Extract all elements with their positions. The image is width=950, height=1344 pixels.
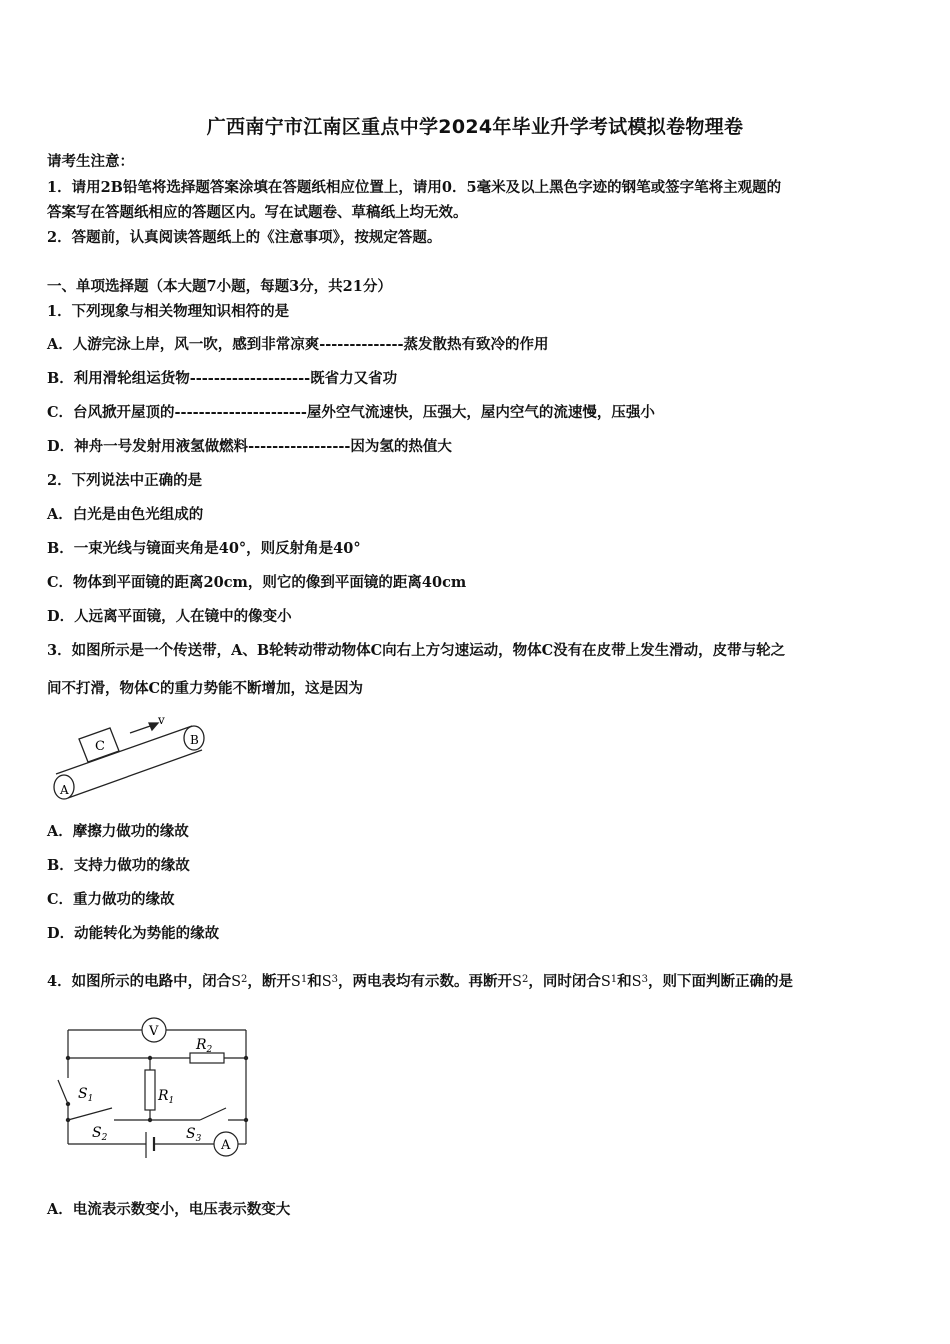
pulley-b-label: B: [190, 733, 199, 747]
q3-stem-line-2: 间不打滑，物体C的重力势能不断增加，这是因为: [47, 680, 364, 697]
conveyor-belt-figure: [44, 712, 214, 804]
junction-4: [66, 1102, 70, 1106]
block-c-label: C: [95, 739, 105, 754]
q3-option-a: A．摩擦力做功的缘故: [47, 823, 189, 840]
q4-option-a: A．电流表示数变小，电压表示数变大: [47, 1201, 291, 1218]
notice-heading: 请考生注意：: [47, 153, 134, 170]
q2-stem: 2．下列说法中正确的是: [47, 472, 203, 489]
notice-line-3: 2．答题前，认真阅读答题纸上的《注意事项》，按规定答题。: [47, 229, 442, 246]
q1-option-d: D．神舟一号发射用液氢做燃料-----------------因为氢的热值大: [47, 438, 452, 455]
junction-2: [148, 1056, 152, 1060]
notice-line-2: 答案写在答题纸相应的答题区内。写在试题卷、草稿纸上均无效。: [47, 204, 468, 221]
section-heading: 一、单项选择题（本大题7小题，每题3分，共21分）: [47, 278, 392, 295]
resistor-r1: [145, 1070, 155, 1110]
s3-label: $S_3$: [186, 1126, 202, 1144]
q3-option-c: C．重力做功的缘故: [47, 891, 175, 908]
q3-option-b: B．支持力做功的缘故: [47, 857, 190, 874]
voltmeter-label: V: [149, 1024, 159, 1039]
q1-option-c: C．台风掀开屋顶的----------------------屋外空气流速快，压强大，屋内空气的流速慢，压强小: [47, 404, 655, 421]
pulley-a-label: A: [60, 783, 69, 797]
s1-label: $S_1$: [78, 1086, 94, 1104]
q2-option-a: A．白光是由色光组成的: [47, 506, 204, 523]
junction-1: [66, 1056, 70, 1060]
belt-top-edge: [56, 726, 192, 774]
q4-stem: 4．如图所示的电路中，闭合$S^2$，断开$S^1$和$S^3$，两电表均有示数。再断开$S^2$，同时闭合$S^1$和$S^3$，则下面判断正确的是: [47, 973, 793, 990]
q3-stem-line-1: 3．如图所示是一个传送带，A、B轮转动带动物体C向右上方匀速运动，物体C没有在皮带上发生滑动，皮带与轮之: [47, 642, 786, 659]
q1-stem: 1．下列现象与相关物理知识相符的是: [47, 303, 290, 320]
junction-6: [244, 1118, 248, 1122]
switch-s3-blade: [200, 1108, 226, 1120]
notice-line-1: 1．请用2B铅笔将选择题答案涂填在答题纸相应位置上，请用0．5毫米及以上黑色字迹的钢笔或签字笔将主观题的: [47, 179, 782, 196]
exam-title: 广西南宁市江南区重点中学2024年毕业升学考试模拟卷物理卷: [206, 116, 744, 138]
q2-option-b: B．一束光线与镜面夹角是40°，则反射角是40°: [47, 540, 361, 557]
junction-5: [148, 1118, 152, 1122]
ammeter-label: A: [221, 1138, 231, 1153]
switch-s1-blade: [58, 1080, 68, 1104]
q2-option-c: C．物体到平面镜的距离20cm，则它的像到平面镜的距离40cm: [47, 574, 467, 591]
q1-option-a: A．人游完泳上岸，风一吹，感到非常凉爽--------------蒸发散热有致冷的作用: [47, 336, 549, 353]
junction-7: [66, 1118, 70, 1122]
velocity-arrowhead: [149, 723, 158, 730]
velocity-label: v: [158, 713, 165, 727]
belt-bottom-edge: [68, 750, 202, 798]
q3-option-d: D．动能转化为势能的缘故: [47, 925, 220, 942]
r2-label: $R_2$: [196, 1037, 213, 1055]
switch-s2-blade: [68, 1108, 112, 1120]
r1-label: $R_1$: [158, 1088, 175, 1106]
circuit-figure: [50, 1010, 260, 1170]
junction-3: [244, 1056, 248, 1060]
q1-option-b: B．利用滑轮组运货物--------------------既省力又省功: [47, 370, 398, 387]
q2-option-d: D．人远离平面镜，人在镜中的像变小: [47, 608, 292, 625]
s2-label: $S_2$: [92, 1125, 108, 1143]
